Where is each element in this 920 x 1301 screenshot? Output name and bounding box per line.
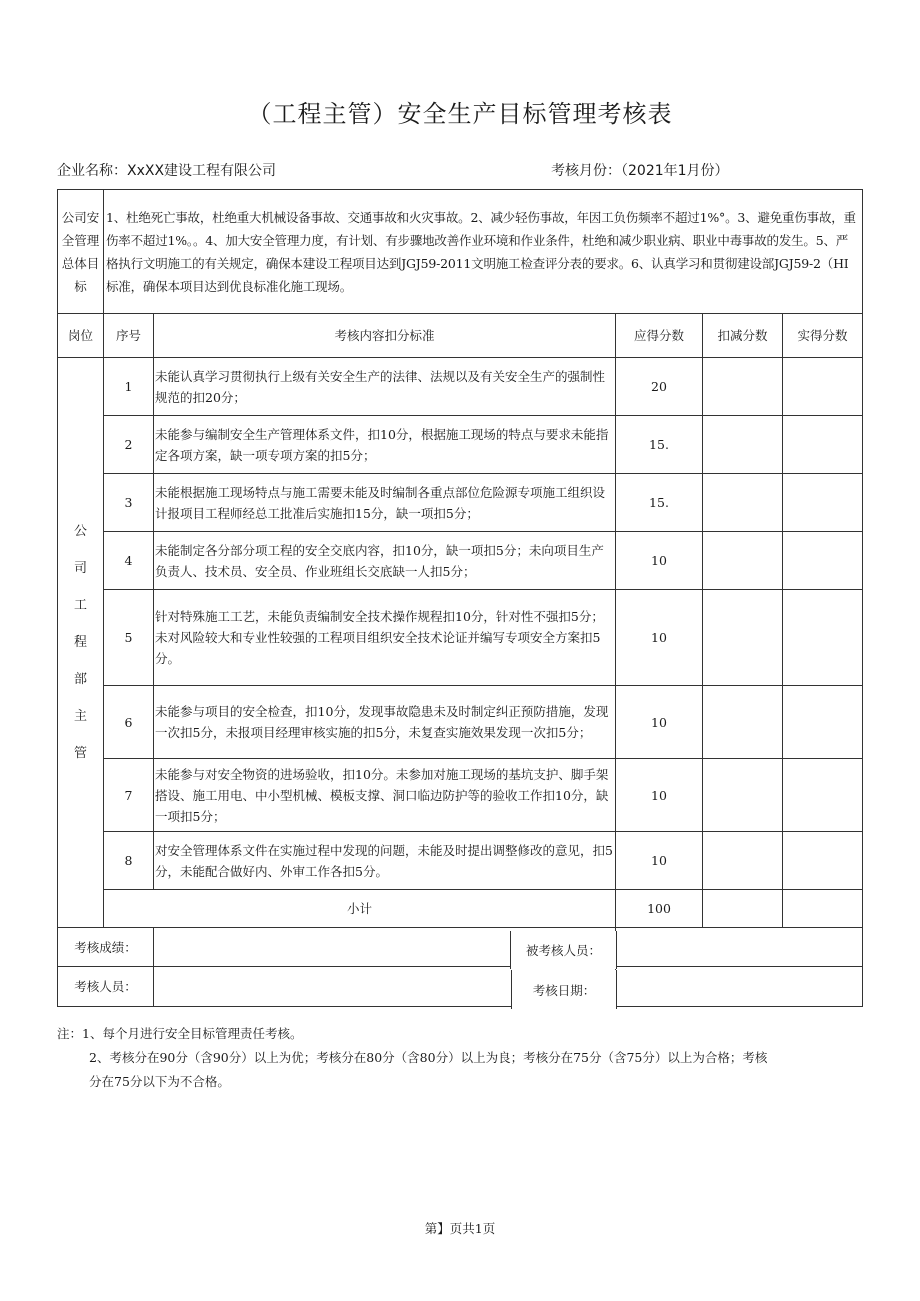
post-char: 工 xyxy=(73,598,87,613)
row-actual-score[interactable] xyxy=(783,759,863,832)
row-actual-score[interactable] xyxy=(783,686,863,759)
subtotal-deduct-score[interactable] xyxy=(703,890,783,928)
row-due-score: 10 xyxy=(616,686,703,759)
row-actual-score[interactable] xyxy=(783,358,863,416)
row-criteria xyxy=(154,590,616,686)
examinee-label: 被考核人员： xyxy=(510,931,617,969)
row-no: 4 xyxy=(104,532,154,590)
post-cell xyxy=(58,358,104,928)
post-char: 主 xyxy=(73,709,87,724)
date-label: 考核日期： xyxy=(511,970,617,1009)
assessment-table xyxy=(57,189,863,1007)
table-row xyxy=(58,590,863,686)
row-criteria: 未能参与编制安全生产管理体系文件，扣10分，根据施工现场的特点与要求未能指定各项方案，缺一项专项方案的扣5分； xyxy=(154,416,616,474)
subtotal-actual-score[interactable] xyxy=(783,890,863,928)
row-deduct-score[interactable] xyxy=(703,358,783,416)
note-1: 注：1、每个月进行安全目标管理责任考核。 xyxy=(57,1026,303,1041)
row-criteria: 未能认真学习贯彻执行上级有关安全生产的法律、法规以及有关安全生产的强制性规范的扣20分； xyxy=(154,358,616,416)
goal-text: 1、杜绝死亡事故，杜绝重大机械设备事故、交通事故和火灾事故。2、减少轻伤事故，年因工负伤频率不超过1%°。3、避免重伤事故，重伤率不超过1%。。4、加大安全管理力度，有计划、有步骤地改善作业环境和作业条件，杜绝和减少职业病、职业中毒事故的发生。5、严格执行文明施工的有关规定，确保本建设工程项目达到JGJ59-2011文明施工检查评分表的要求。6、认真学习和贯彻建设部JGJ59-2（HI标准，确保本项目达到优良标准化施工现场。 xyxy=(104,190,863,314)
date-value[interactable] xyxy=(616,970,861,1009)
row-no: 5 xyxy=(104,590,154,686)
row-criteria: 对安全管理体系文件在实施过程中发现的问题，未能及时提出调整修改的意见，扣5分，未能配合做好内、外审工作各扣5分。 xyxy=(154,832,616,890)
row-due-score: 10 xyxy=(616,590,703,686)
row-criteria-part-2: 未对风险较大和专业性较强的工程项目组织安全技术论证并编写专项安全方案扣5分。 xyxy=(155,630,601,666)
table-row xyxy=(58,532,863,590)
company-name: 企业名称：XxXX建设工程有限公司 xyxy=(57,163,277,179)
row-due-score: 20 xyxy=(616,358,703,416)
row-criteria: 未能参与对安全物资的进场验收，扣10分。未参加对施工现场的基坑支护、脚手架搭设、施工用电、中小型机械、模板支撑、洞口临边防护等的验收工作扣10分，缺一项扣5分； xyxy=(154,759,616,832)
table-row xyxy=(58,686,863,759)
row-deduct-score[interactable] xyxy=(703,532,783,590)
post-char: 管 xyxy=(73,746,87,761)
header-no: 序号 xyxy=(104,314,154,358)
row-due-score: 15. xyxy=(616,416,703,474)
page-title: （工程主管）安全生产目标管理考核表 xyxy=(247,100,673,128)
examinee-value[interactable] xyxy=(616,931,861,969)
notes xyxy=(57,1022,862,1094)
row-actual-score[interactable] xyxy=(783,416,863,474)
note-2: 2、考核分在90分（含90分）以上为优；考核分在80分（含80分）以上为良；考核分在75分（含75分）以上为合格；考核 xyxy=(89,1050,768,1065)
page-footer: 第】页共1页 xyxy=(424,1221,496,1236)
row-due-score: 10 xyxy=(616,832,703,890)
post-char: 公 xyxy=(73,524,87,539)
note-2-cont: 分在75分以下为不合格。 xyxy=(89,1074,230,1089)
row-deduct-score[interactable] xyxy=(703,759,783,832)
subtotal-row xyxy=(58,890,863,928)
row-deduct-score[interactable] xyxy=(703,590,783,686)
table-row xyxy=(58,358,863,416)
header-deduct-score: 扣减分数 xyxy=(703,314,783,358)
assessment-month: 考核月份：（2021年1月份） xyxy=(551,163,729,179)
row-due-score: 10 xyxy=(616,532,703,590)
row-deduct-score[interactable] xyxy=(703,474,783,532)
header-row xyxy=(58,314,863,358)
subtotal-due-score: 100 xyxy=(616,890,703,928)
row-actual-score[interactable] xyxy=(783,532,863,590)
row-deduct-score[interactable] xyxy=(703,686,783,759)
table-row xyxy=(58,474,863,532)
header-criteria: 考核内容扣分标准 xyxy=(154,314,616,358)
row-due-score: 15. xyxy=(616,474,703,532)
row-actual-score[interactable] xyxy=(783,474,863,532)
goal-label: 公司安全管理总体目标 xyxy=(58,190,104,314)
row-no: 7 xyxy=(104,759,154,832)
goal-row xyxy=(58,190,863,314)
table-row xyxy=(58,832,863,890)
row-no: 1 xyxy=(104,358,154,416)
row-no: 2 xyxy=(104,416,154,474)
row-criteria: 未能制定各分部分项工程的安全交底内容，扣10分，缺一项扣5分；未向项目生产负责人、技术员、安全员、作业班组长交底缺一人扣5分； xyxy=(154,532,616,590)
examiner-label: 考核人员： xyxy=(58,967,154,1007)
header-due-score: 应得分数 xyxy=(616,314,703,358)
header-actual-score: 实得分数 xyxy=(783,314,863,358)
post-char: 程 xyxy=(73,635,87,650)
row-criteria-part-1: 针对特殊施工工艺，未能负责编制安全技术操作规程扣10分，针对性不强扣5分； xyxy=(155,609,604,624)
post-char: 部 xyxy=(73,672,87,687)
row-criteria: 未能根据施工现场特点与施工需要未能及时编制各重点部位危险源专项施工组织设计报项目工程师经总工批准后实施扣15分，缺一项扣5分； xyxy=(154,474,616,532)
row-deduct-score[interactable] xyxy=(703,416,783,474)
row-due-score: 10 xyxy=(616,759,703,832)
row-no: 3 xyxy=(104,474,154,532)
subtotal-label: 小计 xyxy=(104,890,616,928)
result-label: 考核成绩： xyxy=(58,928,154,967)
row-no: 6 xyxy=(104,686,154,759)
table-row xyxy=(58,759,863,832)
row-criteria: 未能参与项目的安全检查，扣10分，发现事故隐患未及时制定纠正预防措施，发现一次扣5分，未报项目经理审核实施的扣5分，未复查实施效果发现一次扣5分； xyxy=(154,686,616,759)
post-char: 司 xyxy=(73,561,87,576)
row-deduct-score[interactable] xyxy=(703,832,783,890)
row-actual-score[interactable] xyxy=(783,832,863,890)
row-no: 8 xyxy=(104,832,154,890)
header-post: 岗位 xyxy=(58,314,104,358)
row-actual-score[interactable] xyxy=(783,590,863,686)
table-row xyxy=(58,416,863,474)
